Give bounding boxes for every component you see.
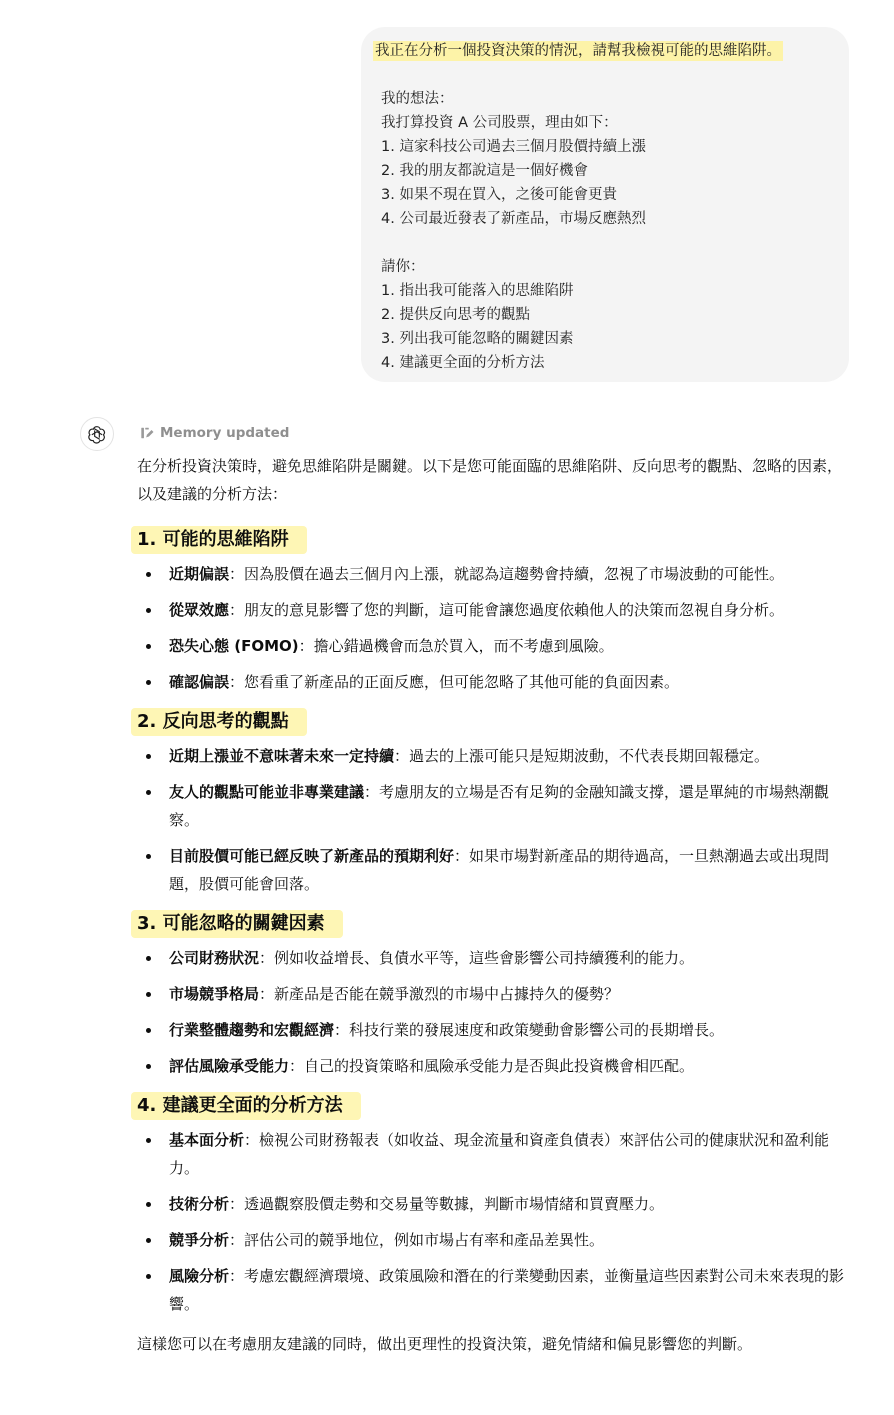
list-item: [169, 944, 847, 972]
bold-term: 基本面分析: [169, 1131, 245, 1149]
list-item: [169, 596, 847, 624]
bold-term: 風險分析: [169, 1267, 230, 1285]
bold-term: 恐失心態 (FOMO): [169, 637, 299, 655]
bold-term: 評估風險承受能力: [169, 1057, 290, 1075]
memory-updated-label: Memory updated: [160, 425, 290, 441]
item-text: ：如果市場對新產品的期待過高，一旦熱潮過去或出現問題，股價可能會回落。: [169, 847, 830, 893]
bold-term: 近期偏誤: [169, 565, 230, 583]
user-message-line: 3. 列出我可能忽略的關鍵因素: [381, 331, 574, 347]
bullet-list: [137, 742, 847, 898]
outro-paragraph: 這樣您可以在考慮朋友建議的同時，做出更理性的投資決策，避免情緒和偏見影響您的判斷。: [137, 1335, 753, 1353]
item-text: ：透過觀察股價走勢和交易量等數據，判斷市場情緒和買賣壓力。: [229, 1195, 665, 1213]
list-item: [169, 1190, 847, 1218]
bold-term: 從眾效應: [169, 601, 230, 619]
bold-term: 近期上漲並不意味著未來一定持續: [169, 747, 395, 765]
list-item: [169, 1126, 847, 1182]
openai-logo-icon: [87, 424, 107, 444]
list-item: [169, 1226, 847, 1254]
section-thinking-traps: [137, 522, 847, 696]
list-item: [169, 1262, 847, 1318]
list-item: [169, 742, 847, 770]
list-item: [169, 632, 847, 660]
bullet-list: [137, 1126, 847, 1318]
item-text: ：過去的上漲可能只是短期波動，不代表長期回報穩定。: [394, 747, 770, 765]
section-heading: 4. 建議更全面的分析方法: [131, 1092, 361, 1120]
item-text: ：檢視公司財務報表（如收益、現金流量和資產負債表）來評估公司的健康狀況和盈利能力。: [169, 1131, 830, 1177]
user-message-line: 我打算投資 A 公司股票，理由如下：: [381, 115, 618, 131]
user-message-line: [381, 231, 829, 255]
user-message-line: 3. 如果不現在買入，之後可能會更貴: [381, 187, 617, 203]
item-text: ：因為股價在過去三個月內上漲，就認為這趨勢會持續，忽視了市場波動的可能性。: [229, 565, 785, 583]
list-item: [169, 980, 847, 1008]
section-contrarian-views: [137, 704, 847, 898]
user-message-line: [381, 63, 829, 87]
user-message-line: 2. 我的朋友都說這是一個好機會: [381, 163, 588, 179]
list-item: [169, 1052, 847, 1080]
user-message-line: 4. 建議更全面的分析方法: [381, 355, 545, 371]
list-item: [169, 842, 847, 898]
item-text: ：新產品是否能在競爭激烈的市場中占據持久的優勢？: [259, 985, 620, 1003]
bold-term: 目前股價可能已經反映了新產品的預期利好: [169, 847, 455, 865]
memory-updated-indicator[interactable]: [140, 423, 289, 443]
item-text: ：考慮宏觀經濟環境、政策風險和潛在的行業變動因素，並衡量這些因素對公司未來表現的影響。: [169, 1267, 845, 1313]
item-text: ：朋友的意見影響了您的判斷，這可能會讓您過度依賴他人的決策而忽視自身分析。: [229, 601, 785, 619]
intro-paragraph: 在分析投資決策時，避免思維陷阱是關鍵。以下是您可能面臨的思維陷阱、反向思考的觀點、忽略的因素，以及建議的分析方法：: [137, 457, 843, 503]
user-message-line: 1. 這家科技公司過去三個月股價持續上漲: [381, 139, 646, 155]
highlighted-text: 我正在分析一個投資決策的情況，請幫我檢視可能的思維陷阱。: [375, 43, 781, 59]
section-heading: 1. 可能的思維陷阱: [131, 526, 307, 554]
section-heading: 3. 可能忽略的關鍵因素: [131, 910, 343, 938]
user-message-line: 2. 提供反向思考的觀點: [381, 307, 530, 323]
memory-pen-icon: [140, 426, 154, 440]
user-message-line: 我的想法：: [381, 91, 454, 107]
item-text: ：考慮朋友的立場是否有足夠的金融知識支撐，還是單純的市場熱潮觀察。: [169, 783, 830, 829]
item-text: ：自己的投資策略和風險承受能力是否與此投資機會相匹配。: [289, 1057, 695, 1075]
bold-term: 友人的觀點可能並非專業建議: [169, 783, 365, 801]
bullet-list: [137, 944, 847, 1080]
list-item: [169, 560, 847, 588]
bold-term: 競爭分析: [169, 1231, 230, 1249]
item-text: ：例如收益增長、負債水平等，這些會影響公司持續獲利的能力。: [259, 949, 695, 967]
bullet-list: [137, 560, 847, 696]
item-text: ：評估公司的競爭地位，例如市場占有率和產品差異性。: [229, 1231, 605, 1249]
list-item: [169, 1016, 847, 1044]
user-message-bubble: [361, 27, 849, 382]
bold-term: 市場競爭格局: [169, 985, 260, 1003]
item-text: ：擔心錯過機會而急於買入，而不考慮到風險。: [298, 637, 614, 655]
section-overlooked-factors: [137, 906, 847, 1080]
assistant-message: [137, 452, 847, 1358]
item-text: ：科技行業的發展速度和政策變動會影響公司的長期增長。: [334, 1021, 725, 1039]
list-item: [169, 668, 847, 696]
bold-term: 確認偏誤: [169, 673, 230, 691]
bold-term: 公司財務狀況: [169, 949, 260, 967]
bold-term: 技術分析: [169, 1195, 230, 1213]
list-item: [169, 778, 847, 834]
section-analysis-methods: [137, 1088, 847, 1318]
bold-term: 行業整體趨勢和宏觀經濟: [169, 1021, 335, 1039]
section-heading: 2. 反向思考的觀點: [131, 708, 307, 736]
user-message-line: [375, 39, 829, 63]
user-message-line: 請你：: [381, 259, 425, 275]
user-message-line: 4. 公司最近發表了新產品，市場反應熱烈: [381, 211, 646, 227]
user-message-line: 1. 指出我可能落入的思維陷阱: [381, 283, 574, 299]
assistant-avatar: [80, 417, 114, 451]
item-text: ：您看重了新產品的正面反應，但可能忽略了其他可能的負面因素。: [229, 673, 680, 691]
